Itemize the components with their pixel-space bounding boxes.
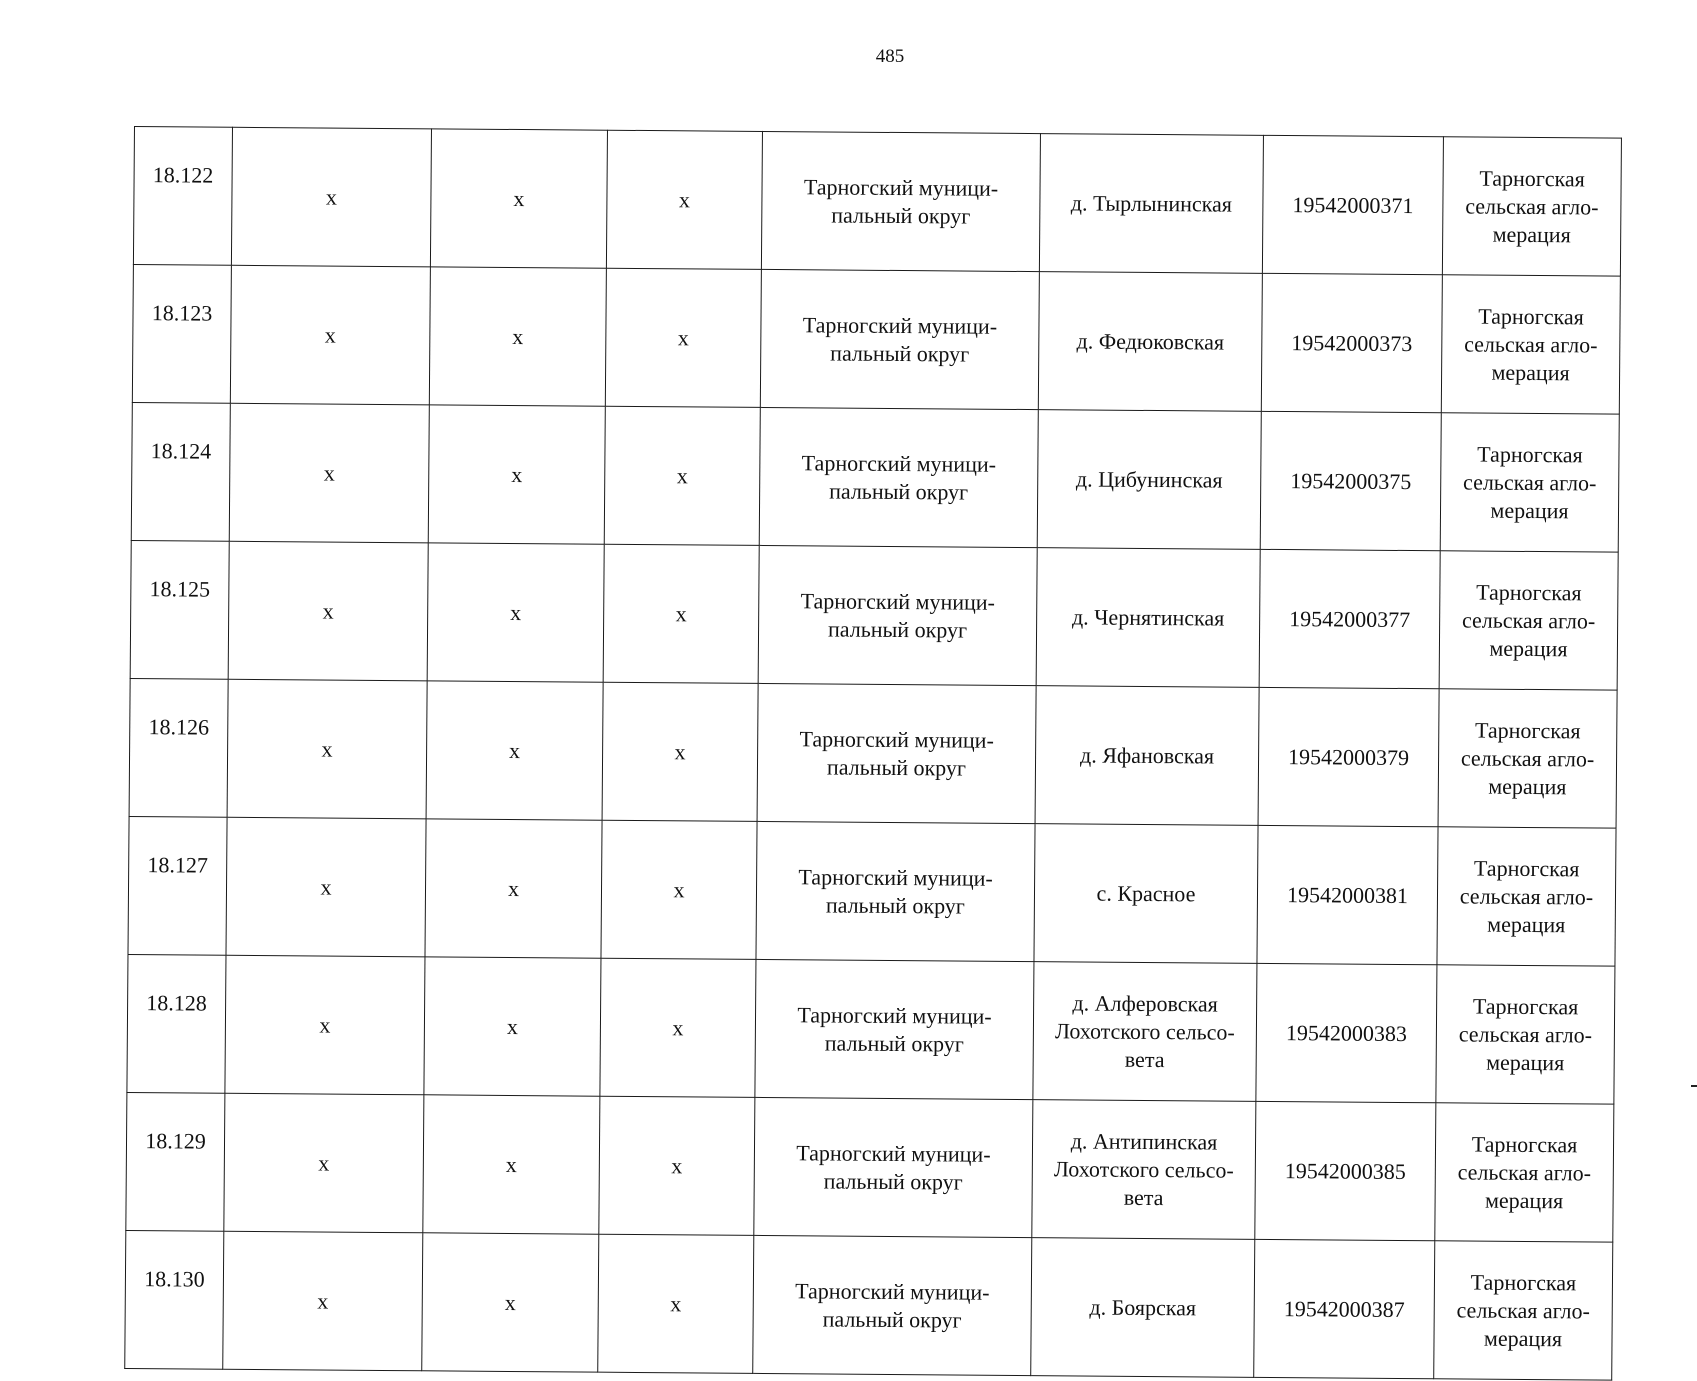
mark-cell-3: х bbox=[601, 820, 757, 959]
agglomeration-cell: Тарногская сельская агло-мерация bbox=[1436, 965, 1615, 1104]
mark-cell-2: х bbox=[428, 405, 605, 544]
district-cell: Тарногский муници-пальный округ bbox=[756, 821, 1035, 961]
page-number: 485 bbox=[875, 46, 905, 67]
row-number: 18.130 bbox=[125, 1230, 224, 1369]
mark-cell-3: х bbox=[602, 682, 758, 821]
agglomeration-cell: Тарногская сельская агло-мерация bbox=[1437, 827, 1616, 966]
code-cell: 19542000383 bbox=[1256, 963, 1437, 1102]
table-row bbox=[128, 816, 1616, 966]
table-row bbox=[127, 954, 1615, 1104]
mark-cell-1: х bbox=[225, 955, 425, 1095]
code-cell: 19542000373 bbox=[1261, 273, 1442, 412]
row-number: 18.127 bbox=[128, 816, 227, 955]
settlement-cell: с. Красное bbox=[1034, 824, 1258, 964]
code-cell: 19542000375 bbox=[1260, 411, 1441, 550]
table-row bbox=[132, 264, 1620, 414]
settlement-cell: д. Алферовская Лохотского сельсо-вета bbox=[1033, 962, 1257, 1102]
code-cell: 19542000379 bbox=[1258, 687, 1439, 826]
row-number: 18.126 bbox=[129, 678, 228, 817]
registry-table-wrapper bbox=[124, 126, 1622, 1381]
district-cell: Тарногский муници-пальный округ bbox=[761, 131, 1040, 271]
code-cell: 19542000381 bbox=[1257, 825, 1438, 964]
agglomeration-cell: Тарногская сельская агло-мерация bbox=[1434, 1241, 1613, 1380]
district-cell: Тарногский муници-пальный округ bbox=[760, 269, 1039, 409]
code-cell: 19542000371 bbox=[1262, 135, 1443, 274]
district-cell: Тарногский муници-пальный округ bbox=[758, 545, 1037, 685]
mark-cell-2: х bbox=[430, 129, 607, 268]
agglomeration-cell: Тарногская сельская агло-мерация bbox=[1440, 413, 1619, 552]
district-cell: Тарногский муници-пальный округ bbox=[759, 407, 1038, 547]
table-body bbox=[125, 127, 1622, 1381]
settlement-cell: д. Чернятинская bbox=[1036, 548, 1260, 688]
code-cell: 19542000385 bbox=[1255, 1101, 1436, 1240]
settlement-cell: д. Тырлынинская bbox=[1039, 134, 1263, 274]
mark-cell-3: х bbox=[604, 406, 760, 545]
agglomeration-cell: Тарногская сельская агло-мерация bbox=[1435, 1103, 1614, 1242]
mark-cell-1: х bbox=[230, 265, 430, 405]
mark-cell-2: х bbox=[423, 1095, 600, 1234]
mark-cell-2: х bbox=[426, 681, 603, 820]
mark-cell-2: х bbox=[425, 819, 602, 958]
row-number: 18.125 bbox=[130, 540, 229, 679]
mark-cell-1: х bbox=[224, 1093, 424, 1233]
mark-cell-1: х bbox=[226, 817, 426, 957]
district-cell: Тарногский муници-пальный округ bbox=[755, 959, 1034, 1099]
table-row bbox=[130, 540, 1618, 690]
district-cell: Тарногский муници-пальный округ bbox=[754, 1097, 1033, 1237]
table-row bbox=[126, 1092, 1614, 1242]
district-cell: Тарногский муници-пальный округ bbox=[757, 683, 1036, 823]
table-row bbox=[129, 678, 1617, 828]
mark-cell-3: х bbox=[598, 1234, 754, 1373]
mark-cell-2: х bbox=[424, 957, 601, 1096]
district-cell: Тарногский муници-пальный округ bbox=[753, 1235, 1032, 1375]
agglomeration-cell: Тарногская сельская агло-мерация bbox=[1441, 275, 1620, 414]
mark-cell-2: х bbox=[427, 543, 604, 682]
mark-cell-3: х bbox=[605, 268, 761, 407]
row-number: 18.122 bbox=[133, 127, 232, 266]
agglomeration-cell: Тарногская сельская агло-мерация bbox=[1438, 689, 1617, 828]
mark-cell-3: х bbox=[603, 544, 759, 683]
code-cell: 19542000377 bbox=[1259, 549, 1440, 688]
settlement-cell: д. Антипинская Лохотского сельсо-вета bbox=[1032, 1100, 1256, 1240]
row-number: 18.124 bbox=[131, 402, 230, 541]
row-number: 18.123 bbox=[132, 264, 231, 403]
settlement-cell: д. Федюковская bbox=[1038, 272, 1262, 412]
mark-cell-2: х bbox=[422, 1233, 599, 1372]
agglomeration-cell: Тарногская сельская агло-мерация bbox=[1442, 137, 1621, 276]
code-cell: 19542000387 bbox=[1254, 1239, 1435, 1378]
table-row bbox=[125, 1230, 1613, 1380]
mark-cell-3: х bbox=[600, 958, 756, 1097]
mark-cell-2: х bbox=[429, 267, 606, 406]
agglomeration-cell: Тарногская сельская агло-мерация bbox=[1439, 551, 1618, 690]
mark-cell-3: х bbox=[599, 1096, 755, 1235]
row-number: 18.128 bbox=[127, 954, 226, 1093]
scan-mark bbox=[1691, 1085, 1697, 1087]
row-number: 18.129 bbox=[126, 1092, 225, 1231]
table-row bbox=[133, 127, 1621, 277]
mark-cell-1: х bbox=[227, 679, 427, 819]
settlement-cell: д. Цибунинская bbox=[1037, 410, 1261, 550]
mark-cell-1: х bbox=[223, 1231, 423, 1371]
settlement-cell: д. Боярская bbox=[1031, 1238, 1255, 1378]
mark-cell-3: х bbox=[606, 130, 762, 269]
settlement-cell: д. Яфановская bbox=[1035, 686, 1259, 826]
registry-table bbox=[124, 126, 1622, 1381]
table-row bbox=[131, 402, 1619, 552]
mark-cell-1: х bbox=[228, 541, 428, 681]
mark-cell-1: х bbox=[231, 127, 431, 267]
mark-cell-1: х bbox=[229, 403, 429, 543]
